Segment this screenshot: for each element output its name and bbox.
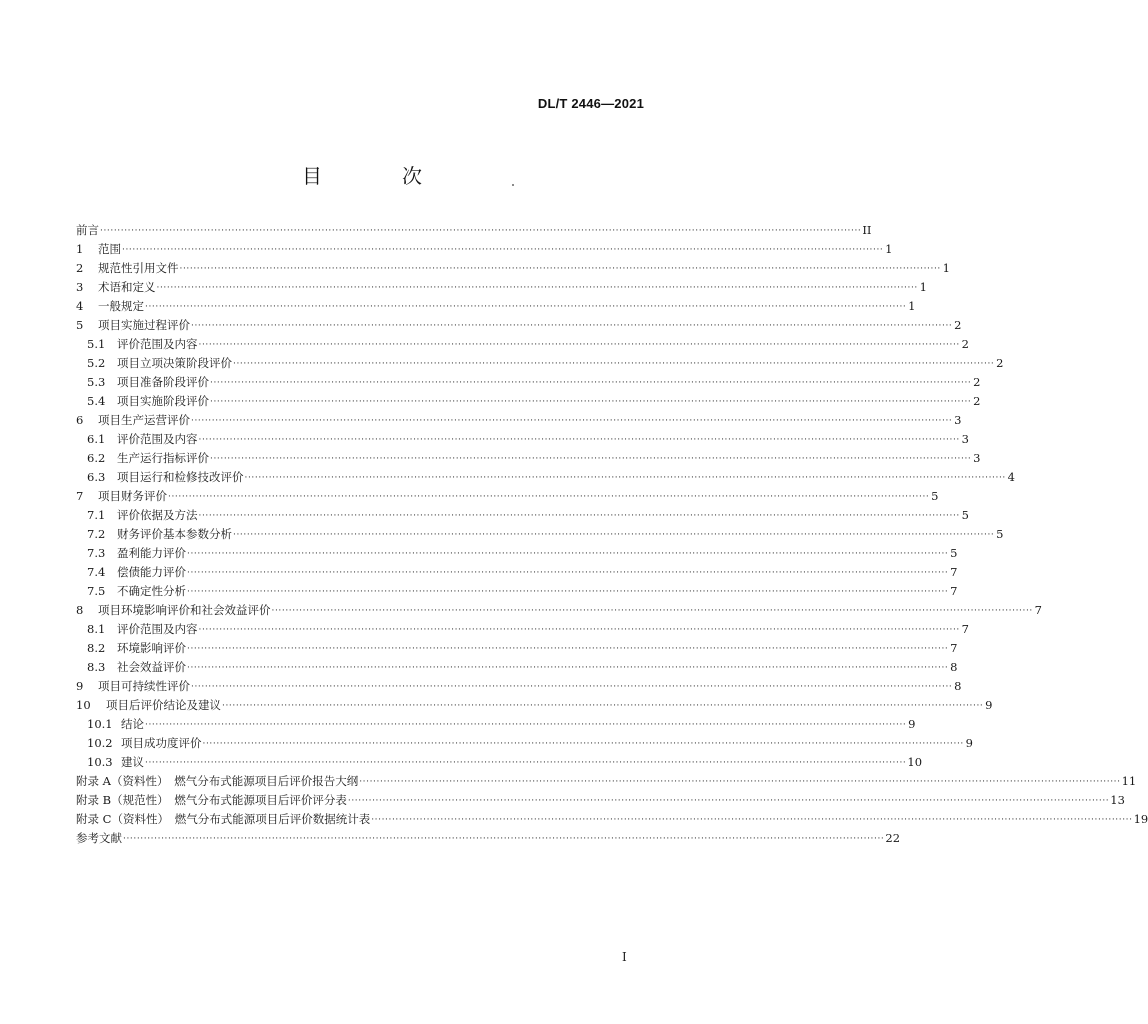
toc-entry-label: 项目后评价结论及建议 — [106, 698, 221, 712]
dot-leader: ···························································································································································································································· — [168, 492, 930, 502]
toc-entry-label: 范围 — [98, 242, 121, 256]
toc-entry-label: 项目运行和检修技改评价 — [117, 470, 244, 484]
toc-entry-page: 9 — [908, 717, 916, 731]
toc-entry-page: II — [862, 223, 872, 237]
toc-entry-label: 生产运行指标评价 — [117, 451, 209, 465]
toc-entry[interactable] — [76, 506, 969, 525]
dot-leader: ···························································································································································································································· — [191, 321, 953, 331]
toc-entry-page: 2 — [973, 375, 981, 389]
dot-leader: ···························································································································································································································· — [210, 454, 972, 464]
dot-leader: ···························································································································································································································· — [145, 720, 907, 730]
toc-entry-number: 8.2 — [87, 641, 106, 655]
toc-entry-number: 7.1 — [87, 508, 106, 522]
toc-entry-page: 22 — [885, 831, 901, 845]
toc-entry-number: 7.5 — [87, 584, 106, 598]
toc-entry-page: 1 — [885, 242, 893, 256]
toc-entry-number: 8 — [76, 603, 84, 617]
toc-entry[interactable] — [76, 772, 1137, 791]
toc-entry-number: 5 — [76, 318, 84, 332]
toc-entry-page: 5 — [996, 527, 1004, 541]
toc-entry[interactable] — [76, 639, 958, 658]
dot-leader: ···························································································································································································································· — [359, 777, 1121, 787]
toc-entry-number: 5.2 — [87, 356, 106, 370]
toc-entry[interactable] — [76, 411, 962, 430]
toc-entry-page: 2 — [996, 356, 1004, 370]
dot-leader: ···························································································································································································································· — [233, 359, 995, 369]
toc-entry-number: 7.3 — [87, 546, 106, 560]
toc-entry-number: 4 — [76, 299, 84, 313]
dot-leader: ···························································································································································································································· — [100, 226, 862, 236]
toc-entry-page: 1 — [919, 280, 927, 294]
toc-entry[interactable] — [76, 753, 923, 772]
toc-entry-number: 7.2 — [87, 527, 106, 541]
dot-leader: ···························································································································································································································· — [187, 587, 949, 597]
toc-entry[interactable] — [76, 829, 901, 848]
toc-entry-label: 项目可持续性评价 — [98, 679, 190, 693]
toc-entry[interactable] — [76, 810, 1148, 829]
dot-leader: ···························································································································································································································· — [156, 283, 918, 293]
toc-entry-number: 8.1 — [87, 622, 106, 636]
page-number: I — [622, 950, 627, 964]
toc-entry-label: 参考文献 — [76, 831, 122, 845]
toc-entry-page: 5 — [961, 508, 969, 522]
toc-entry[interactable] — [76, 259, 950, 278]
toc-entry[interactable] — [76, 658, 958, 677]
toc-entry-label: 项目生产运营评价 — [98, 413, 190, 427]
toc-entry-label: 术语和定义 — [98, 280, 156, 294]
standard-code: DL/T 2446—2021 — [537, 96, 644, 111]
dot-leader: ···························································································································································································································· — [244, 473, 1006, 483]
toc-entry[interactable] — [76, 430, 969, 449]
dot-leader: ···························································································································································································································· — [122, 245, 884, 255]
toc-entry-page: 5 — [931, 489, 939, 503]
toc-entry-number: 7.4 — [87, 565, 106, 579]
toc-entry-number: 6.3 — [87, 470, 106, 484]
toc-entry-page: 3 — [973, 451, 981, 465]
toc-entry-page: 7 — [1034, 603, 1042, 617]
dot-leader: ···························································································································································································································· — [191, 682, 953, 692]
toc-entry-label: 项目实施过程评价 — [98, 318, 190, 332]
toc-entry-page: 2 — [961, 337, 969, 351]
toc-entry[interactable] — [76, 544, 958, 563]
toc-entry[interactable] — [76, 449, 981, 468]
toc-entry-page: 9 — [985, 698, 993, 712]
dot-leader: ···························································································································································································································· — [187, 663, 949, 673]
toc-entry-label: 评价依据及方法 — [117, 508, 198, 522]
toc-entry-page: 1 — [942, 261, 950, 275]
toc-entry[interactable] — [76, 734, 973, 753]
toc-entry[interactable] — [76, 373, 981, 392]
dot-leader: ···························································································································································································································· — [123, 834, 885, 844]
toc-entry-label: 附录 B（规范性） 燃气分布式能源项目后评价评分表 — [76, 793, 347, 807]
dot-leader: ···························································································································································································································· — [371, 815, 1133, 825]
toc-entry-page: 3 — [954, 413, 962, 427]
dot-leader: ···························································································································································································································· — [198, 511, 960, 521]
dot-leader: ···························································································································································································································· — [191, 416, 953, 426]
dot-leader: ···························································································································································································································· — [187, 644, 949, 654]
toc-entry-number: 2 — [76, 261, 84, 275]
toc-entry-label: 项目财务评价 — [98, 489, 167, 503]
toc-entry-label: 项目立项决策阶段评价 — [117, 356, 232, 370]
toc-entry-number: 10.3 — [87, 755, 113, 769]
toc-entry[interactable] — [76, 677, 962, 696]
toc-entry[interactable] — [76, 791, 1125, 810]
toc-entry-number: 6 — [76, 413, 84, 427]
toc-entry-page: 3 — [961, 432, 969, 446]
toc-entry-label: 项目实施阶段评价 — [117, 394, 209, 408]
toc-entry-page: 5 — [950, 546, 958, 560]
toc-entry-number: 5.4 — [87, 394, 106, 408]
toc-entry-page: 13 — [1110, 793, 1125, 807]
toc-entry-label: 附录 C（资料性） 燃气分布式能源项目后评价数据统计表 — [76, 812, 371, 826]
dot-leader: ···························································································································································································································· — [210, 378, 972, 388]
toc-entry-page: 8 — [950, 660, 958, 674]
toc-entry[interactable] — [76, 240, 893, 259]
toc-entry[interactable] — [76, 601, 1042, 620]
toc-entry[interactable] — [76, 696, 993, 715]
toc-entry-page: 7 — [950, 565, 958, 579]
toc-entry[interactable] — [76, 392, 981, 411]
toc-entry-number: 6.1 — [87, 432, 106, 446]
table-of-contents — [76, 221, 1148, 848]
toc-entry-number: 10 — [76, 698, 91, 712]
toc-entry[interactable] — [76, 335, 969, 354]
toc-entry-page: 2 — [973, 394, 981, 408]
dot-leader: ···························································································································································································································· — [198, 625, 960, 635]
dot-leader: ···························································································································································································································· — [202, 739, 964, 749]
toc-entry[interactable] — [76, 487, 939, 506]
toc-entry-label: 盈利能力评价 — [117, 546, 186, 560]
toc-entry-page: 7 — [961, 622, 969, 636]
toc-entry-label: 一般规定 — [98, 299, 144, 313]
dot-leader: ···························································································································································································································· — [222, 701, 984, 711]
toc-entry-label: 不确定性分析 — [117, 584, 186, 598]
dot-leader: ···························································································································································································································· — [179, 264, 941, 274]
toc-entry[interactable] — [76, 278, 927, 297]
dot-leader: ···························································································································································································································· — [187, 568, 949, 578]
toc-entry-label: 偿债能力评价 — [117, 565, 186, 579]
toc-entry-number: 10.2 — [87, 736, 113, 750]
dot-leader: ···························································································································································································································· — [271, 606, 1033, 616]
toc-entry-number: 5.3 — [87, 375, 106, 389]
toc-entry-label: 项目成功度评价 — [121, 736, 202, 750]
toc-entry-label: 建议 — [121, 755, 144, 769]
toc-entry[interactable] — [76, 620, 969, 639]
toc-entry[interactable] — [76, 316, 962, 335]
dot-leader: ···························································································································································································································· — [145, 758, 907, 768]
toc-entry-number: 9 — [76, 679, 84, 693]
dot-leader: ···························································································································································································································· — [198, 340, 960, 350]
toc-entry-page: 19 — [1133, 812, 1148, 826]
toc-entry-label: 前言 — [76, 223, 99, 237]
toc-entry-page: 11 — [1121, 774, 1137, 788]
scan-speck — [512, 184, 514, 186]
dot-leader: ···························································································································································································································· — [210, 397, 972, 407]
toc-entry[interactable] — [76, 525, 1004, 544]
toc-entry-label: 评价范围及内容 — [117, 622, 198, 636]
dot-leader: ···························································································································································································································· — [347, 796, 1110, 806]
page-title: 目 次 — [302, 164, 452, 188]
toc-entry-label: 社会效益评价 — [117, 660, 186, 674]
toc-entry[interactable] — [76, 468, 1015, 487]
toc-entry-number: 6.2 — [87, 451, 106, 465]
toc-entry[interactable] — [76, 297, 916, 316]
toc-entry-label: 财务评价基本参数分析 — [117, 527, 232, 541]
toc-entry-label: 项目环境影响评价和社会效益评价 — [98, 603, 271, 617]
toc-entry[interactable] — [76, 563, 958, 582]
toc-entry-page: 7 — [950, 584, 958, 598]
toc-entry-page: 10 — [907, 755, 923, 769]
toc-entry-number: 1 — [76, 242, 84, 256]
toc-entry-number: 3 — [76, 280, 84, 294]
toc-entry-label: 附录 A（资料性） 燃气分布式能源项目后评价报告大纲 — [76, 774, 359, 788]
toc-entry-page: 9 — [965, 736, 973, 750]
toc-entry-page: 8 — [954, 679, 962, 693]
toc-entry-number: 8.3 — [87, 660, 106, 674]
toc-entry-label: 评价范围及内容 — [117, 432, 198, 446]
toc-entry-page: 7 — [950, 641, 958, 655]
toc-entry[interactable] — [76, 715, 916, 734]
dot-leader: ···························································································································································································································· — [187, 549, 949, 559]
toc-entry-number: 7 — [76, 489, 84, 503]
toc-entry-label: 评价范围及内容 — [117, 337, 198, 351]
toc-entry-number: 5.1 — [87, 337, 106, 351]
toc-entry-number: 10.1 — [87, 717, 113, 731]
toc-entry[interactable] — [76, 221, 872, 240]
toc-entry[interactable] — [76, 582, 958, 601]
dot-leader: ···························································································································································································································· — [198, 435, 960, 445]
toc-entry-label: 项目准备阶段评价 — [117, 375, 209, 389]
toc-entry-page: 4 — [1007, 470, 1015, 484]
toc-entry-label: 规范性引用文件 — [98, 261, 179, 275]
dot-leader: ···························································································································································································································· — [233, 530, 995, 540]
toc-entry-label: 结论 — [121, 717, 144, 731]
toc-entry-page: 1 — [908, 299, 916, 313]
dot-leader: ···························································································································································································································· — [145, 302, 907, 312]
toc-entry-page: 2 — [954, 318, 962, 332]
toc-entry-label: 环境影响评价 — [117, 641, 186, 655]
toc-entry[interactable] — [76, 354, 1004, 373]
